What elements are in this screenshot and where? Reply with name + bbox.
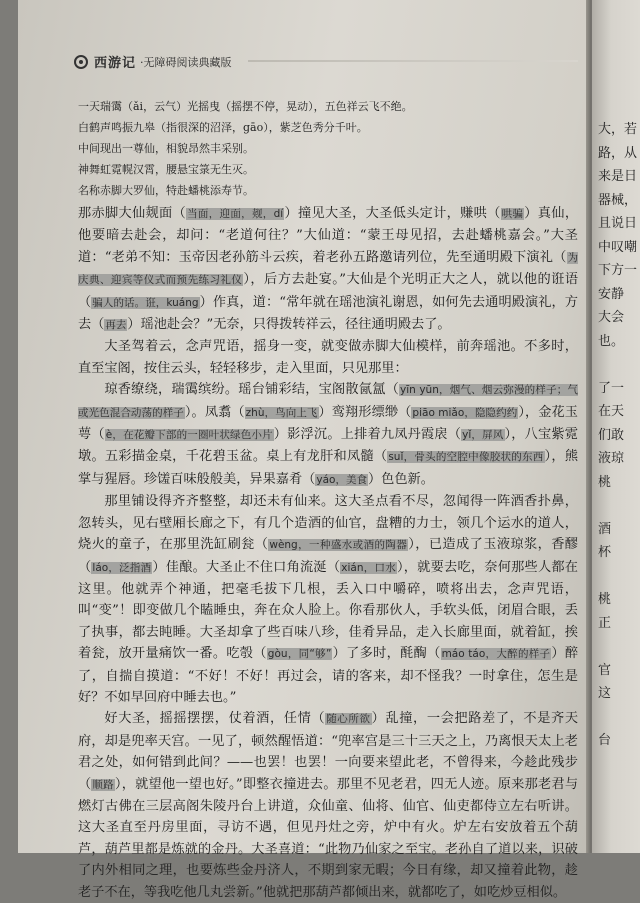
paragraph (78, 203, 578, 336)
gloss-annotation: láo，泛指酒 (92, 561, 152, 574)
text-run: ）了多时，酕醄（ (332, 646, 441, 662)
verse-line: 中间现出一尊仙，相貌昂然丰采别。 (78, 142, 254, 155)
book-seal-icon (74, 55, 88, 69)
right-page-line: 桃 (598, 592, 612, 607)
text-run: ）作真，道：“常年就在瑶池演礼谢恩，如何先去通明殿演礼，方去（ (78, 294, 578, 333)
left-page (18, 0, 590, 900)
right-page (592, 0, 640, 853)
text-run: ）鸾翔形缥缈（ (318, 404, 412, 420)
right-page-line: 们敢 (598, 427, 625, 443)
right-page-line: 酒 (598, 521, 612, 537)
verse-line: 名称赤脚大罗仙，特赴蟠桃添寿节。 (78, 184, 254, 197)
gloss-annotation: 再去 (105, 319, 127, 332)
text-run: ）佳酿。大圣止不住口角流涎（ (152, 559, 341, 575)
text-run: ），就要去吃，奈何那些人都在这里。他就弄个神通，把毫毛拔下几根，丢入口中嚼碎，喷将出去，念声咒语，叫“变”！即变做几个瞌睡虫，奔在众人脸上。你看那伙人，手软头低，闭眉合眼，丢了执事，都去盹睡。大圣却拿了些百味八珍，佳肴异品，走入长廊里面，就着缸，挨着瓮，放开量痛饮一番。吃彀（ (78, 559, 578, 662)
right-page-line: 来是日 (598, 169, 638, 184)
right-page-line: 也。 (598, 333, 625, 349)
gloss-annotation: xián，口水 (341, 561, 396, 574)
right-page-text (598, 118, 637, 753)
text-run: ）瑶池赴会？”无奈，只得拨转祥云，径往通明殿去了。 (127, 317, 451, 333)
right-page-line: 了一 (598, 380, 625, 396)
right-page-line: 大，若 (598, 122, 638, 137)
gloss-annotation: yáo，美食 (316, 473, 367, 486)
verse-line: 一天瑞霭（ǎi，云气）光摇曳（摇摆不停，晃动），五色祥云飞不绝。 (78, 100, 413, 113)
gloss-annotation: gòu，同“够” (267, 648, 332, 661)
gloss-annotation: 骗人的话。诳，kuáng (92, 296, 199, 309)
gloss-annotation: piāo miǎo，隐隐约约 (412, 406, 518, 419)
running-header (74, 52, 232, 71)
text-run: 大圣驾着云，念声咒语，摇身一变，就变做赤脚大仙模样，前奔瑶池。不多时，直至宝阁，按住云头，轻轻移步，走入里面，只见那里： (78, 339, 578, 376)
text-run: ）真仙，他要暗去赴会，却问：“老道何往？”大仙道：“蒙王母见招，去赴蟠桃嘉会。”大圣道：“老弟不知：玉帝因老孙筋斗云疾，着老孙五路邀请列位，先至通明殿下演礼（ (78, 206, 579, 265)
gloss-annotation: 哄骗 (501, 208, 524, 220)
text-run: ）乱撞，一会把路差了，不是齐天府，却是兜率天宫。一见了，顿然醒悟道：“兜率宫是三十三天之上，乃离恨天太上老君之处，如何错到此间？——也罢！也罢！一向要来望此老，不曾得来，今趁此残步（ (78, 711, 579, 792)
right-page-line: 中叹嘲 (598, 239, 638, 255)
right-page-line: 安静 (598, 286, 625, 302)
text-run: 那赤脚大仙觌面（ (78, 206, 187, 221)
gloss-annotation: è，在花瓣下部的一圈叶状绿色小片 (105, 429, 273, 442)
gloss-annotation: 为庆典、迎宾等仪式而预先练习礼仪 (78, 251, 578, 287)
right-page-line (598, 353, 637, 377)
text-run: ）醉了，自揣自摸道：“不好！不好！再过会，请的客来，却不怪我？一时拿住，怎生是好？不如早回府中睡去也。” (78, 646, 579, 705)
gloss-annotation: suǐ，骨头的空腔中像胶状的东西 (388, 451, 544, 464)
verse-block (78, 96, 548, 201)
text-run: ），金花玉萼（ (78, 404, 578, 443)
right-page-line: 大会 (598, 310, 625, 325)
right-page-line: 官 (598, 662, 612, 678)
verse-line: 白鹤声鸣振九皋（指很深的沼泽，gāo），紫芝色秀分千叶。 (78, 121, 368, 134)
right-page-line (598, 635, 637, 659)
text-run: ），后方去赴宴。”大仙是个光明正大之人，就以他的诳语（ (78, 272, 579, 310)
gloss-annotation: yǐ，屏风 (462, 429, 504, 442)
right-page-line: 在天 (598, 404, 625, 419)
right-page-line: 桃 (598, 474, 612, 490)
paragraph (78, 708, 578, 903)
text-run: ），已造成了玉液琼浆，香醪（ (78, 537, 578, 575)
text-run: 好大圣，摇摇摆摆，仗着酒，任情（ (104, 711, 326, 727)
text-run: ）影浮沉。上排着九凤丹霞扆（ (273, 427, 462, 443)
paragraph (78, 491, 578, 708)
right-page-line: 且说日 (598, 216, 638, 231)
verse-line: 神舞虹霓幌汉霄，腰悬宝箓无生灭。 (78, 163, 254, 176)
right-page-line: 路，从 (598, 145, 638, 161)
text-run: ），熊掌与猩唇。珍馐百味般般美，异果嘉肴（ (78, 449, 578, 487)
right-page-line: 液琼 (598, 451, 625, 466)
right-page-line (598, 706, 637, 730)
book-subtitle: ·无障碍阅读典藏版 (140, 55, 232, 69)
right-page-line: 下方一 (598, 263, 638, 278)
gloss-annotation: 顺路 (92, 778, 114, 791)
right-page-line (598, 565, 637, 589)
text-run: ）。凤翥（ (184, 404, 245, 420)
gloss-annotation: zhù，鸟向上飞 (245, 406, 318, 419)
right-page-line: 杯 (598, 545, 612, 560)
header-rule (248, 60, 578, 62)
paragraph (78, 336, 578, 379)
gloss-annotation: wèng，一种盛水或酒的陶器 (269, 539, 408, 552)
gloss-annotation: 随心所欲 (326, 713, 371, 726)
prose-block (78, 203, 578, 903)
paragraph (78, 379, 578, 491)
gloss-annotation: máo táo，大醉的样子 (441, 648, 551, 661)
right-page-line: 台 (598, 733, 612, 748)
text-run: ），八宝紫霓墩。五彩描金桌，千花碧玉盆。桌上有龙肝和凤髓（ (78, 427, 578, 465)
right-page-line (598, 494, 637, 518)
gloss-annotation: 当面，迎面，觌，dí (187, 208, 284, 220)
text-run: ），就望他一望也好。”即整衣撞进去。那里不见老君，四无人迹。原来那老君与燃灯古佛在三层高阁朱陵丹台上讲道，众仙童、仙将、仙官、仙吏都侍立左右听讲。这大圣直至丹房里面，寻访不遇，但见丹灶之旁，炉中有火。炉左右安放着五个葫芦，葫芦里都是炼就的金丹。大圣喜道：“此物乃仙家之至宝。老孙自了道以来，识破了内外相同之理，也要炼些金丹济人，不期到家无暇；今日有缘，却又撞着此物，趁老子不在，等我吃他几丸尝新。”他就把那葫芦都倾出来，就都吃了，如吃炒豆相似。 (78, 776, 579, 900)
text-run: 那里铺设得齐齐整整，却还未有仙来。这大圣点看不尽，忽闻得一阵酒香扑鼻，忽转头，见右壁厢长廊之下，有几个造酒的仙官，盘糟的力士，领几个运水的道人，烧火的童子，在那里洗缸刷瓮（ (78, 494, 578, 553)
text-run: 琼香缭绕，瑞霭缤纷。瑶台铺彩结，宝阁散氤氲（ (104, 382, 399, 398)
text-run: ）撞见大圣，大圣低头定计，赚哄（ (284, 206, 501, 221)
right-page-line: 这 (598, 686, 612, 701)
gloss-annotation: yīn yūn，烟气、烟云弥漫的样子；气或光色混合动荡的样子 (78, 384, 578, 419)
text-run: ）色色新。 (367, 471, 434, 487)
right-page-line: 器械， (598, 192, 638, 208)
book-title: 西游记 (94, 56, 137, 71)
right-page-line: 正 (598, 615, 612, 631)
